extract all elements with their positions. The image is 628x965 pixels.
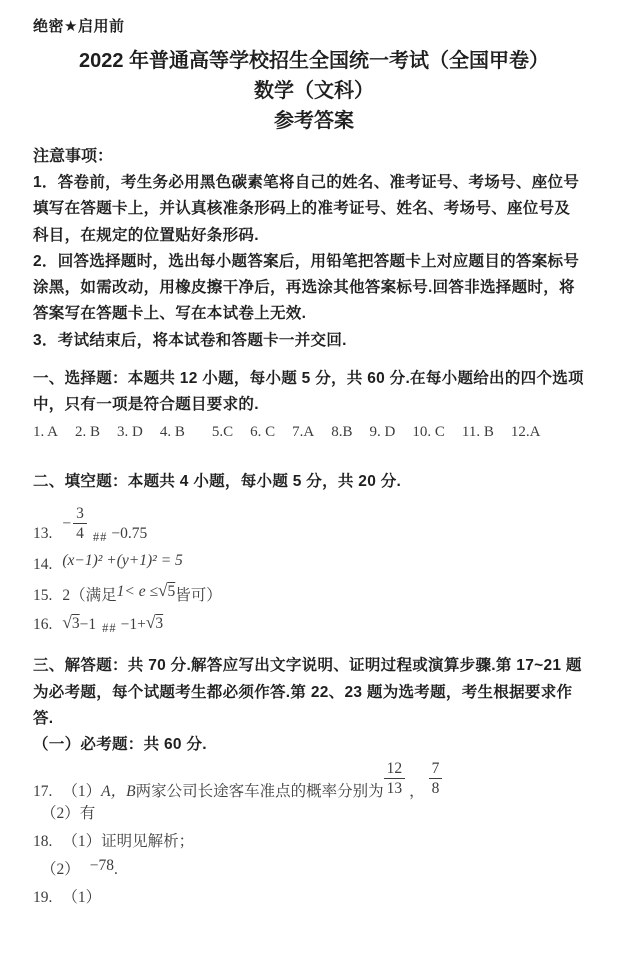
fraction-three-fourths — [73, 505, 87, 543]
choice-answer-12: 12.A — [510, 423, 541, 440]
choice-answer-2: 2. B — [75, 423, 101, 440]
eccentricity-inequality: 1< e ≤ — [116, 582, 158, 600]
fraction-numerator: 12 — [384, 760, 406, 779]
notice-2-line-2: 涂黑，如需改动，用橡皮擦干净后，再选涂其他答案标号.回答非选择题时，将 — [33, 279, 575, 297]
blank-section-heading: 二、填空题：本题共 4 小题，每小题 5 分，共 20 分. — [33, 472, 402, 490]
fill-in-answer-13 — [33, 505, 595, 543]
question-16-number: 16. — [33, 615, 53, 633]
notice-2-line-3: 答案写在答题卡上、写在本试卷上无效. — [33, 305, 307, 323]
minus-sign: − — [62, 514, 72, 532]
company-variables: A，B — [101, 782, 136, 800]
answer-key-title: 参考答案 — [274, 110, 354, 132]
notice-1-line-2: 填写在答题卡上，并认真核准条形码上的准考证号、姓名、考场号、座位号及 — [33, 200, 571, 218]
choice-answer-9: 9. D — [369, 423, 396, 440]
part-2-period: . — [114, 861, 118, 879]
question-18-number: 18. — [33, 833, 53, 851]
fraction-denominator: 8 — [431, 779, 440, 797]
choice-answers-row — [33, 419, 595, 445]
probability-fraction-a — [384, 760, 406, 798]
fill-in-answer-15 — [33, 580, 595, 605]
probability-fraction-b — [429, 760, 443, 798]
solution-section-heading-line-3: 答. — [33, 710, 54, 727]
notice-2-line-1: 2．回答选择题时，选出每小题答案后，用铅笔把答题卡上对应题目的答案标号 — [33, 252, 580, 270]
part-2-value: −78 — [89, 857, 115, 875]
fraction-denominator: 4 — [76, 525, 84, 543]
solution-answer-18-part-1 — [33, 828, 595, 856]
question-14-number: 14. — [33, 555, 53, 573]
choice-answer-5: 5.C — [211, 423, 234, 440]
part-2-label: （2） — [41, 861, 80, 879]
question-13-number: 13. — [33, 524, 53, 542]
part-1-label: （1） — [62, 782, 102, 800]
solution-section-heading-line-2: 为必考题，每个试题考生都必须作答.第 22、23 题为选考题，考生根据要求作 — [33, 683, 573, 701]
solution-answer-17-part-1 — [33, 759, 595, 801]
radical-sign: √ — [62, 613, 72, 633]
solution-answer-17-part-2: （2）有 — [41, 805, 96, 823]
term-minus-one: −1 — [79, 615, 97, 633]
question-19-number: 19. — [33, 889, 53, 907]
radicand: 3 — [71, 615, 80, 633]
fraction-numerator: 3 — [73, 505, 87, 524]
choice-answer-10: 10. C — [412, 423, 445, 440]
exam-main-title: 2022 年普通高等学校招生全国统一考试（全国甲卷） — [78, 50, 550, 72]
choice-answer-11: 11. B — [461, 423, 494, 440]
choice-answer-1: 1. A — [33, 423, 59, 440]
fill-in-answer-14 — [33, 551, 595, 574]
answer-prefix-text: 2（满足 — [62, 586, 117, 604]
radicand: 3 — [155, 615, 164, 633]
choice-section-heading-line-1: 一、选择题：本题共 12 小题，每小题 5 分，共 60 分.在每小题给出的四个选项 — [33, 370, 584, 388]
choice-section-heading-line-2: 中，只有一项是符合题目要求的. — [33, 396, 259, 414]
alternate-answer: −0.75 — [111, 524, 148, 542]
solution-answer-18-part-2 — [33, 856, 595, 884]
choice-answer-3: 3. D — [117, 423, 143, 440]
part-1-text: （1）证明见解析； — [62, 833, 195, 851]
fill-in-answer-16 — [33, 613, 595, 636]
answer-separator: ## — [92, 530, 108, 545]
part-1-label: （1） — [62, 889, 102, 907]
required-questions-subheading: （一）必考题：共 60 分. — [33, 736, 207, 754]
security-label: 绝密★启用前 — [33, 18, 125, 35]
answer-suffix-text: 皆可） — [175, 586, 222, 604]
term-minus-one-plus: −1+ — [120, 615, 146, 633]
notice-1-line-3: 科目，在规定的位置贴好条形码. — [33, 226, 259, 244]
part-1-text: 两家公司长途客车准点的概率分别为 — [135, 782, 384, 800]
radical-sign: √ — [158, 580, 168, 600]
choice-answer-4: 4. B — [159, 423, 185, 440]
question-17-number: 17. — [33, 782, 53, 800]
choice-answer-7: 7.A — [292, 423, 315, 440]
choice-answer-8: 8.B — [331, 423, 353, 440]
circle-equation-formula: (x−1)² +(y+1)² = 5 — [62, 551, 183, 569]
square-root-three-first — [62, 613, 79, 633]
answer-separator: ## — [102, 621, 117, 636]
question-15-number: 15. — [33, 586, 53, 604]
negative-fraction — [62, 505, 87, 543]
radical-sign: √ — [145, 613, 156, 633]
notices-heading: 注意事项： — [33, 148, 114, 165]
solution-answer-19-part-1 — [33, 884, 595, 912]
square-root-three-second — [146, 613, 163, 633]
radicand: 5 — [167, 582, 176, 600]
notice-3: 3．考试结束后，将本试卷和答题卡一并交回. — [33, 331, 347, 349]
notice-1-line-1: 1．答卷前，考生务必用黑色碳素笔将自己的姓名、准考证号、考场号、座位号 — [33, 174, 580, 191]
solution-section-heading-line-1: 三、解答题：共 70 分.解答应写出文字说明、证明过程或演算步骤.第 17~21 题 — [33, 657, 582, 675]
square-root-five — [158, 581, 175, 601]
subject-title: 数学（文科） — [254, 80, 374, 102]
fraction-numerator: 7 — [429, 760, 443, 779]
fraction-separator-comma: ， — [409, 782, 425, 800]
choice-answer-6: 6. C — [250, 423, 276, 440]
fraction-denominator: 13 — [386, 779, 403, 797]
